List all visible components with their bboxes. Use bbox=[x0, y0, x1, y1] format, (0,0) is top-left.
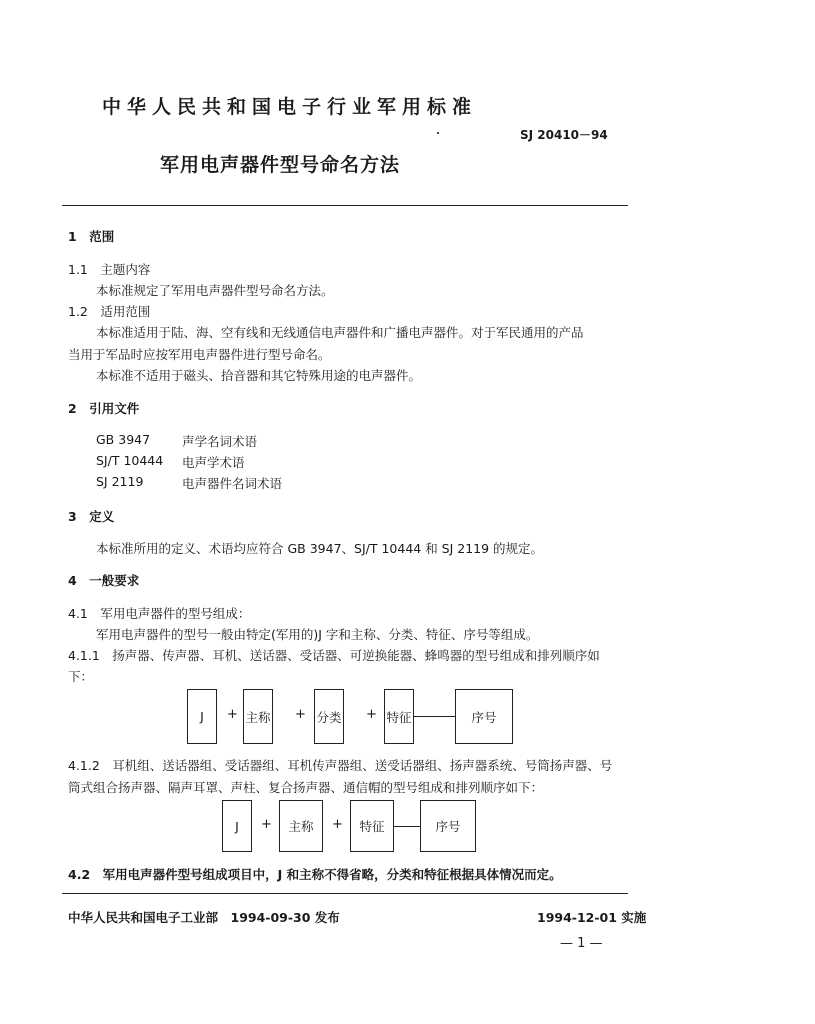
section-4-1-text: 军用电声器件的型号一般由特定(军用的)J 字和主称、分类、特征、序号等组成。 bbox=[96, 627, 539, 642]
reference-code: GB 3947 bbox=[96, 432, 151, 447]
diagram-box-j: J bbox=[222, 800, 252, 852]
diagram-box-serial: 序号 bbox=[455, 689, 513, 744]
standard-number: SJ 20410－94 bbox=[520, 128, 608, 142]
connector-line bbox=[394, 826, 420, 827]
section-4-1-1-line1: 4.1.1 扬声器、传声器、耳机、送话器、受话器、可逆换能器、蜂鸣器的型号组成和排列顺序如 bbox=[68, 648, 600, 663]
effective-date: 1994-12-01 实施 bbox=[537, 910, 647, 925]
reference-code: SJ/T 10444 bbox=[96, 453, 164, 468]
reference-name: 声学名词术语 bbox=[182, 434, 258, 449]
footer-divider bbox=[62, 893, 628, 894]
diagram-box-feature: 特征 bbox=[350, 800, 394, 852]
section-1-2-text-line2: 当用于军品时应按军用电声器件进行型号命名。 bbox=[68, 347, 331, 362]
plus-sign: + bbox=[261, 817, 272, 832]
plus-sign: + bbox=[366, 707, 377, 722]
section-4-1-heading: 4.1 军用电声器件的型号组成： bbox=[68, 606, 251, 621]
section-4-heading: 4 一般要求 bbox=[68, 573, 140, 588]
section-4-1-2-line2: 筒式组合扬声器、隔声耳罩、声柱、复合扬声器、通信帽的型号组成和排列顺序如下： bbox=[68, 780, 544, 795]
section-1-1-text: 本标准规定了军用电声器件型号命名方法。 bbox=[96, 283, 334, 298]
issuer-line: 中华人民共和国电子工业部 1994-09-30 发布 bbox=[68, 910, 340, 925]
reference-name: 电声学术语 bbox=[182, 455, 245, 470]
scan-speck bbox=[437, 132, 439, 134]
document-title: 军用电声器件型号命名方法 bbox=[160, 154, 401, 176]
section-1-heading: 1 范围 bbox=[68, 229, 115, 244]
section-4-2-text: 4.2 军用电声器件型号组成项目中，J 和主称不得省略，分类和特征根据具体情况而定。 bbox=[68, 867, 562, 882]
diagram-box-main-name: 主称 bbox=[279, 800, 323, 852]
standard-category-title: 中华人民共和国电子行业军用标准 bbox=[102, 96, 478, 118]
plus-sign: + bbox=[295, 707, 306, 722]
diagram-box-main-name: 主称 bbox=[243, 689, 273, 744]
plus-sign: + bbox=[332, 817, 343, 832]
diagram-box-serial: 序号 bbox=[420, 800, 476, 852]
section-2-heading: 2 引用文件 bbox=[68, 401, 140, 416]
connector-line bbox=[414, 716, 455, 717]
section-1-2-text-line1: 本标准适用于陆、海、空有线和无线通信电声器件和广播电声器件。对于军民通用的产品 bbox=[96, 325, 584, 340]
section-3-heading: 3 定义 bbox=[68, 509, 115, 524]
reference-name: 电声器件名词术语 bbox=[182, 476, 283, 491]
section-1-2-text2: 本标准不适用于磁头、拾音器和其它特殊用途的电声器件。 bbox=[96, 368, 422, 383]
section-4-1-1-line2: 下： bbox=[68, 669, 94, 684]
diagram-box-j: J bbox=[187, 689, 217, 744]
section-4-1-2-line1: 4.1.2 耳机组、送话器组、受话器组、耳机传声器组、送受话器组、扬声器系统、号筒扬声器、号 bbox=[68, 758, 613, 773]
section-3-text: 本标准所用的定义、术语均应符合 GB 3947、SJ/T 10444 和 SJ 2119 的规定。 bbox=[96, 541, 544, 556]
header-divider bbox=[62, 205, 628, 206]
page-number: — 1 — bbox=[560, 936, 603, 951]
reference-code: SJ 2119 bbox=[96, 474, 144, 489]
section-1-2-heading: 1.2 适用范围 bbox=[68, 304, 151, 319]
diagram-box-feature: 特征 bbox=[384, 689, 414, 744]
section-1-1-heading: 1.1 主题内容 bbox=[68, 262, 151, 277]
plus-sign: + bbox=[227, 707, 238, 722]
diagram-box-category: 分类 bbox=[314, 689, 344, 744]
